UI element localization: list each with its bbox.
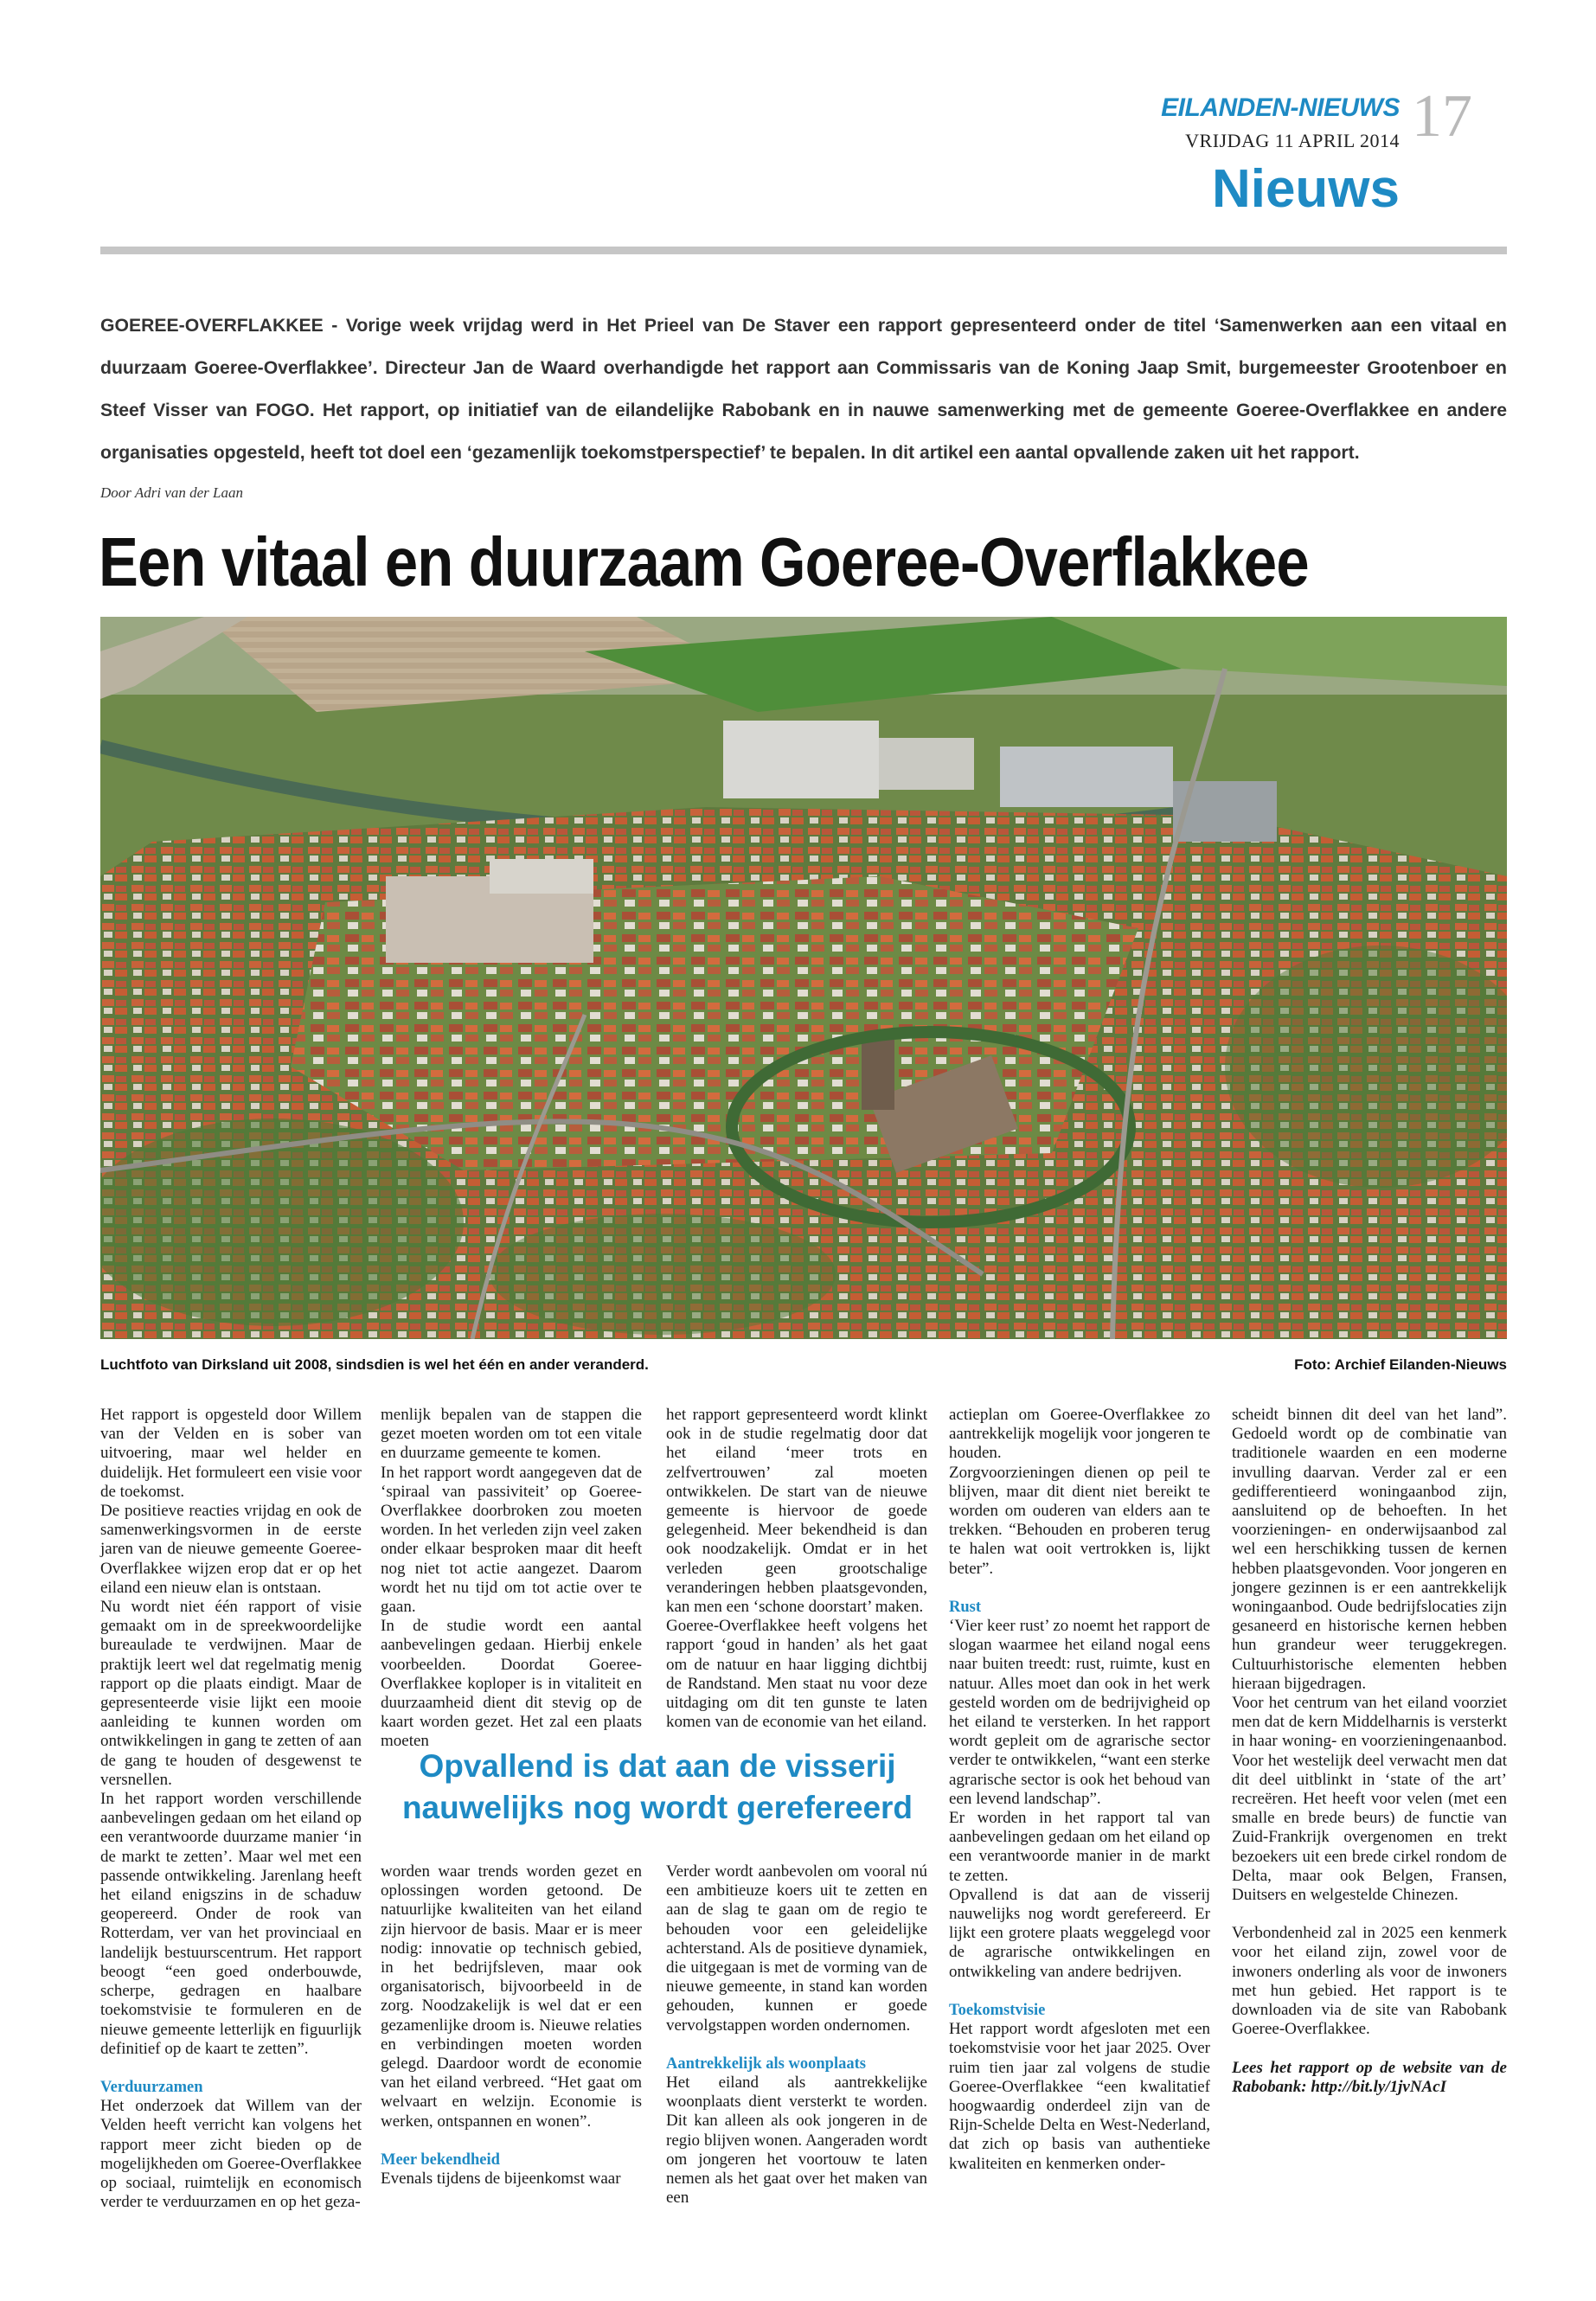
- article-lead: GOEREE-OVERFLAKKEE - Vorige week vrijdag werd in Het Prieel van De Staver een rapport gepresenteerd onder de titel ‘Samenwerken aan een vitaal en duurzaam Goeree-Overflakkee’. Directeur Jan de Waard overhandigde het rapport aan Commissaris van de Koning Jaap Smit, burgemeester Grootenboer en Steef Visser van FOGO. Het rapport, op initiatief van de eilandelijke Rabobank en in nauwe samenwerking met de gemeente Goeree-Overflakkee en andere organisaties opgesteld, heeft tot doel een ‘gezamenlijk toekomstperspectief’ te bepalen. In dit artikel een aantal opvallende zaken uit het rapport.: [100, 316, 1507, 463]
- issue-date: VRIJDAG 11 APRIL 2014: [1185, 130, 1400, 151]
- paragraph: Het rapport wordt afgesloten met een toekomstvisie voor het jaar 2025. Over ruim tien jaar zal volgens de studie Goeree-Overflakkee “een kwalitatief hoogwaardig onderdeel zijn van de Rijn-Schelde Delta en West-Nederland, dat zich op basis van authentieke kwaliteiten en kenmerken onder-: [949, 2020, 1210, 2173]
- paragraph: Voor het centrum van het eiland voorziet men dat de kern Middelharnis is versterkt in haar woning- en voorzieningenaanbod. Voor het westelijk deel verwacht men dat dit deel uitblinkt in ‘state of the art’ recreëren. Het heeft voor velen (met een smalle en brede beurs) de functie van Zuid-Frankrijk overgenomen en trekt bezoekers uit een brede cirkel rondom de Delta, maar ook Belgen, Fransen, Duitsers en welgestelde Chinezen.: [1232, 1694, 1507, 1905]
- paragraph: actieplan om Goeree-Overflakkee zo aantrekkelijk mogelijk voor jongeren te houden.: [949, 1406, 1210, 1463]
- article-column-2-continued: [381, 1862, 642, 2189]
- article-column-3: [666, 1406, 927, 1732]
- header-rule: [100, 247, 1507, 254]
- paragraph: ‘Vier keer rust’ zo noemt het rapport de slogan waarmee het eiland nogal eens naar buiten treedt: rust, ruimte, kust en natuur. Alles moet dan ook in het werk gesteld worden om de bedrijvigheid op het eiland te versterken. In het rapport wordt gepleit om de agrarische sector verder te ontwikkelen, “want een sterke agrarische sector is ook het behoud van een levend landschap”.: [949, 1617, 1210, 1808]
- paragraph: Verbondenheid zal in 2025 een kenmerk voor het eiland zijn, zowel voor de inwoners onderling als voor de inwoners met hun gebied. Het rapport is te downloaden via de site van Rabobank Goeree-Overflakkee.: [1232, 1924, 1507, 2039]
- pull-quote: Opvallend is dat aan de visserij nauwelijks nog wordt gerefereerd: [401, 1748, 913, 1825]
- paragraph: Het onderzoek dat Willem van der Velden heeft verricht kan volgens het rapport meer zicht bieden op de mogelijkheden om Goeree-Overflakkee op sociaal, ruimtelijk en economisch verder te verduurzamen en op het geza-: [100, 2097, 362, 2212]
- paragraph: het rapport gepresenteerd wordt klinkt ook in de studie regelmatig door dat het eiland ‘meer trots en zelfvertrouwen’ zal moeten ontwikkelen. De start van de nieuwe gemeente is hiervoor de goede gelegenheid. Meer bekendheid is dan ook noodzakelijk. Omdat er in het verleden geen grootschalige veranderingen hebben plaatsgevonden, kan men een ‘schone doorstart’ maken.: [666, 1406, 927, 1617]
- newspaper-logo: EILANDEN-NIEUWS: [1161, 93, 1400, 122]
- aerial-photo-illustration: [100, 617, 1507, 1339]
- paragraph: In het rapport worden verschillende aanbevelingen gedaan om het eiland op een verantwoorde duurzame manier ‘in de markt te zetten’. Maar wel met een passende ontwikkeling. Jarenlang heeft het eiland enigszins in de schaduw geopereerd. Onder de rook van Rotterdam, ver van het provinciaal en landelijk bestuurscentrum. Het rapport beoogt “een goed onderbouwde, scherpe, gedragen en haalbare toekomstvisie te formuleren en de nieuwe gemeente letterlijk en figuurlijk definitief op de kaart te zetten”.: [100, 1790, 362, 2058]
- download-note: Lees het rapport op de website van de Rabobank: http://bit.ly/1jvNAcI: [1232, 2058, 1507, 2096]
- paragraph: In de studie wordt een aantal aanbevelingen gedaan. Hierbij enkele voorbeelden. Doordat Goeree-Overflakkee koploper is in vitaliteit en duurzaamheid dient dit stevig op de kaart worden gezet. Het zal een plaats moeten: [381, 1617, 642, 1751]
- paragraph: Opvallend is dat aan de visserij nauwelijks nog wordt gerefereerd. Er lijkt een grotere plaats weggelegd voor de agrarische ontwikkelingen en ontwikkeling van andere bedrijven.: [949, 1885, 1210, 1981]
- page-number: 17: [1412, 83, 1472, 150]
- paragraph: Nu wordt niet één rapport of visie gemaakt om in de spreekwoordelijke bureaulade te verdwijnen. Maar de praktijk leert wel dat regelmatig menig rapport op die plaats eindigt. Maar de gepresenteerde visie lijkt een mooie aanleiding te kunnen worden om ontwikkelingen in gang te zetten of aan de gang te houden of desgewenst te versnellen.: [100, 1598, 362, 1789]
- paragraph: In het rapport wordt aangegeven dat de ‘spiraal van passiviteit’ op Goeree-Overflakkee doorbroken zou moeten worden. In het verleden zijn veel zaken onder elkaar besproken maar dit heeft nog niet tot actie aangezet. Daarom wordt het nu tijd om tot actie over te gaan.: [381, 1463, 642, 1617]
- paragraph: worden waar trends worden gezet en oplossingen worden getoond. De natuurlijke kwaliteiten van het eiland zijn hiervoor de basis. Maar er is meer nodig: innovatie op technisch gebied, in het bedrijfsleven, maar ook organisatorisch, bijvoorbeeld in de zorg. Noodzakelijk is wel dat er een gezamenlijke droom is. Nieuwe relaties en verbindingen moeten worden gelegd. Daardoor wordt de economie van het eiland verbreed. “Het gaat om welvaart en welzijn. Economie is werken, ontspannen en wonen”.: [381, 1862, 642, 2131]
- paragraph: Er worden in het rapport tal van aanbevelingen gedaan om het eiland op een verantwoorde manier in de markt te zetten.: [949, 1809, 1210, 1885]
- aerial-photo: [100, 617, 1507, 1339]
- paragraph: Zorgvoorzieningen dienen op peil te blijven, maar dit dient niet bereikt te worden om ouderen van elders aan te trekken. “Behouden en proberen terug te halen wat ooit vertrokken is, lijkt beter”.: [949, 1463, 1210, 1578]
- article-headline: Een vitaal en duurzaam Goeree-Overflakkee: [99, 523, 1309, 600]
- byline: Door Adri van der Laan: [100, 484, 243, 501]
- section-title: Nieuws: [1211, 159, 1400, 219]
- paragraph: Verder wordt aanbevolen om vooral nú een ambitieuze koers uit te zetten en aan de slag te gaan om de regio te behouden voor een geleidelijke achterstand. Als de positieve dynamiek, die uitgegaan is met de vorming van de nieuwe gemeente, in stand kan worden gehouden, kunnen er goede vervolgstappen worden ondernomen.: [666, 1862, 927, 2035]
- paragraph: scheidt binnen dit deel van het land”. Gedoeld wordt op de combinatie van traditionele waarden en een moderne invulling daarvan. Verder zal er een gedifferentieerd woningaanbod zijn, aansluitend op de behoeften. In het voorzieningen- en onderwijsaanbod zal wel een herschikking tussen de kernen hebben plaatsgevonden. Voor jongeren en jongere gezinnen is er een aantrekkelijk woningaanbod. Oude bedrijfslocaties zijn gesaneerd en historische kernen hebben hun grandeur weer teruggekregen. Cultuurhistorische elementen hebben hieraan bijgedragen.: [1232, 1406, 1507, 1693]
- spacer: [1232, 2040, 1507, 2059]
- subheading: Meer bekendheid: [381, 2150, 500, 2169]
- photo-credit: Foto: Archief Eilanden-Nieuws: [1294, 1356, 1507, 1373]
- paragraph: Goeree-Overflakkee heeft volgens het rapport ‘goud in handen’ als het gaat om de natuur en haar ligging dichtbij de Randstand. Men staat nu voor deze uitdaging om dit ten gunste te laten komen van de economie van het eiland.: [666, 1617, 927, 1732]
- subheading: Toekomstvisie: [949, 2001, 1046, 2019]
- article-column-4: [949, 1406, 1210, 2174]
- photo-caption: Luchtfoto van Dirksland uit 2008, sindsdien is wel het één en ander veranderd.: [100, 1356, 649, 1373]
- subheading: Aantrekkelijk als woonplaats: [666, 2054, 866, 2073]
- paragraph: menlijk bepalen van de stappen die gezet moeten worden om tot een vitale en duurzame gemeente te komen.: [381, 1406, 642, 1463]
- article-column-2: [381, 1406, 642, 1752]
- article-column-1: [100, 1406, 362, 2212]
- article-column-3-continued: [666, 1862, 927, 2208]
- article-column-5: [1232, 1406, 1507, 2097]
- paragraph: De positieve reacties vrijdag en ook de samenwerkingsvormen in de eerste jaren van de nieuwe gemeente Goeree-Overflakkee wijzen erop dat er op het eiland een nieuw elan is ontstaan.: [100, 1502, 362, 1597]
- paragraph: Het rapport is opgesteld door Willem van der Velden en is sober van uitvoering, maar wel helder en duidelijk. Het formuleert een visie voor de toekomst.: [100, 1406, 362, 1501]
- subheading: Rust: [949, 1598, 982, 1616]
- subheading: Verduurzamen: [100, 2078, 203, 2096]
- spacer: [1232, 1905, 1507, 1924]
- paragraph: Het eiland als aantrekkelijke woonplaats dient versterkt te worden. Dit kan alleen als ook jongeren in de regio blijven wonen. Aangeraden wordt om jongeren het voortouw te laten nemen als het gaat over het maken van een: [666, 2073, 927, 2208]
- paragraph: Evenals tijdens de bijeenkomst waar: [381, 2170, 621, 2189]
